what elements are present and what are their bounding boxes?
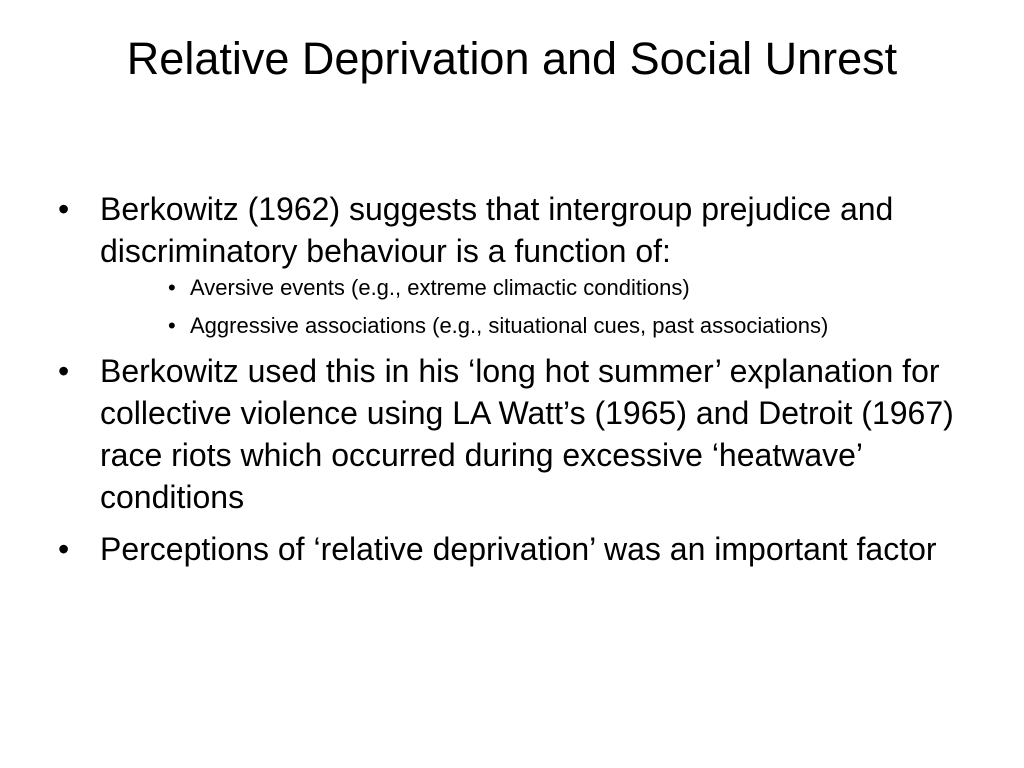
bullet-item [58,188,978,340]
bullet-marker: • [58,353,70,389]
bullet-marker: • [58,191,70,227]
bullet-text: Berkowitz used this in his ‘long hot summer’ explanation for collective violence using LA Watt’s (1965) and Detroit (1967) race riots which occurred during excessive ‘heatwave’ conditions [100,353,954,515]
bullet-text: Berkowitz (1962) suggests that intergroup prejudice and discriminatory behaviour is a function of: [100,191,894,269]
sub-bullet-list [168,274,978,340]
bullet-list [58,188,978,580]
sub-bullet-marker: • [168,275,176,300]
bullet-item [58,350,978,518]
sub-bullet-item [168,274,890,302]
bullet-item [58,528,978,570]
sub-bullet-text: Aversive events (e.g., extreme climactic conditions) [190,275,690,300]
sub-bullet-text: Aggressive associations (e.g., situational cues, past associations) [190,313,829,338]
bullet-marker: • [58,531,70,567]
sub-bullet-item [168,312,890,340]
slide-title: Relative Deprivation and Social Unrest [126,33,898,84]
bullet-text: Perceptions of ‘relative deprivation’ was an important factor [100,531,937,567]
sub-bullet-marker: • [168,313,176,338]
